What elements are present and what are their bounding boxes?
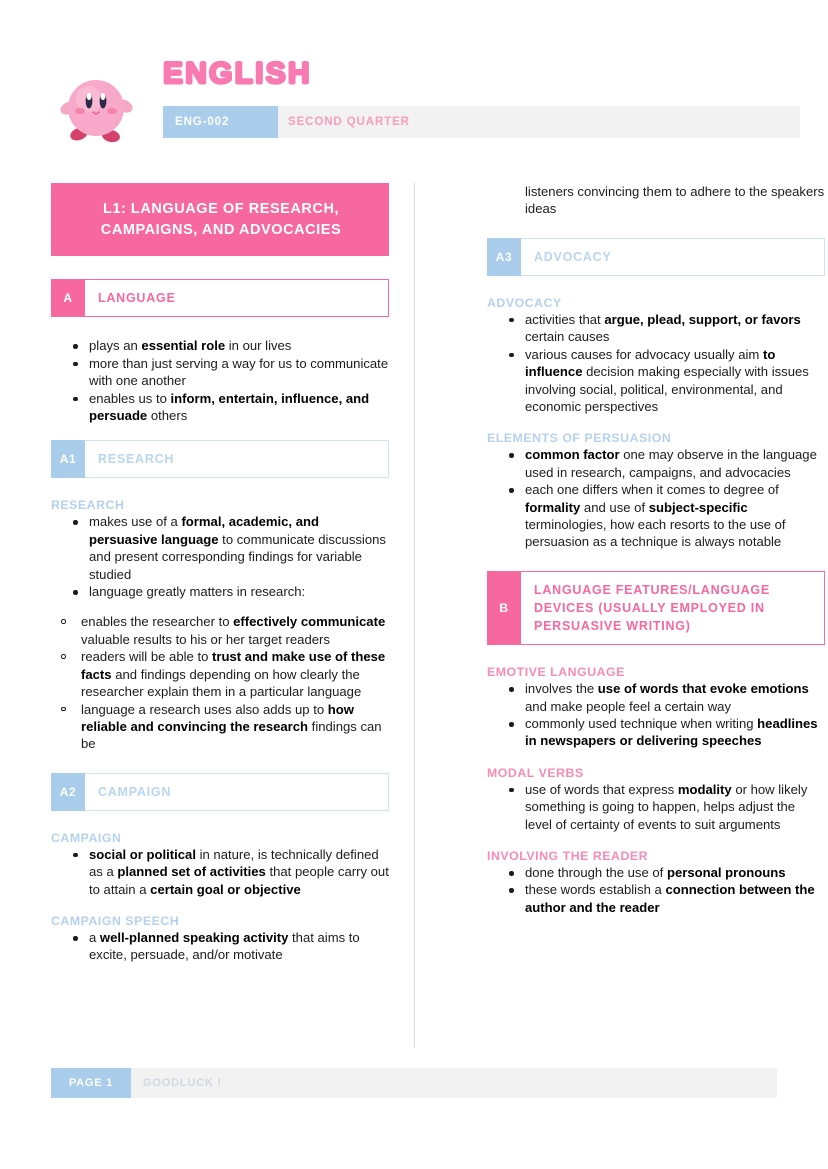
right-column bbox=[487, 183, 825, 932]
list-item: more than just serving a way for us to communicate with one another bbox=[51, 355, 389, 390]
list-item: enables the researcher to effectively communicate valuable results to his or her target readers bbox=[51, 613, 389, 648]
left-column bbox=[51, 183, 389, 980]
section-title-language-features: LANGUAGE FEATURES/LANGUAGE DEVICES (USUALLY EMPLOYED IN PERSUASIVE WRITING) bbox=[521, 571, 825, 645]
subheading-research: RESEARCH bbox=[51, 498, 125, 513]
continuation-text: listeners convincing them to adhere to the speakers ideas bbox=[525, 184, 825, 217]
subheading-campaign: CAMPAIGN bbox=[51, 830, 122, 845]
course-code-badge: ENG-002 bbox=[163, 106, 278, 138]
elements-bullet-list bbox=[487, 446, 825, 550]
list-item: done through the use of personal pronouns bbox=[487, 864, 825, 881]
list-item: enables us to inform, entertain, influence, and persuade others bbox=[51, 390, 389, 425]
subheading-elements-of-persuasion: ELEMENTS OF PERSUASION bbox=[487, 431, 672, 446]
section-header-a1 bbox=[51, 440, 389, 478]
list-item: activities that argue, plead, support, or favors certain causes bbox=[487, 311, 825, 346]
list-item: various causes for advocacy usually aim to influence decision making especially with issues involving social, political, environmental, and economic perspectives bbox=[487, 346, 825, 416]
section-title-language: LANGUAGE bbox=[85, 279, 389, 317]
subheading-involving-the-reader: INVOLVING THE READER bbox=[487, 849, 649, 864]
section-letter-b: B bbox=[487, 571, 521, 645]
footer-note: GOODLUCK ! bbox=[143, 1077, 222, 1089]
list-item: makes use of a formal, academic, and persuasive language to communicate discussions and present corresponding findings for variable studied bbox=[51, 513, 389, 583]
page-number-badge: PAGE 1 bbox=[51, 1068, 131, 1098]
list-item: a well-planned speaking activity that aims to excite, persuade, and/or motivate bbox=[51, 929, 389, 964]
subheading-emotive-language: EMOTIVE LANGUAGE bbox=[487, 665, 625, 680]
list-item: language greatly matters in research: bbox=[51, 583, 389, 600]
subheading-modal-verbs: MODAL VERBS bbox=[487, 765, 584, 780]
section-header-a bbox=[51, 279, 389, 317]
section-title-research: RESEARCH bbox=[85, 440, 389, 478]
list-item: commonly used technique when writing headlines in newspapers or delivering speeches bbox=[487, 715, 825, 750]
page-title: ENGLISH bbox=[163, 57, 312, 90]
list-item: common factor one may observe in the language used in research, campaigns, and advocacies bbox=[487, 446, 825, 481]
section-header-a2 bbox=[51, 773, 389, 811]
lesson-banner: L1: LANGUAGE OF RESEARCH, CAMPAIGNS, AND ADVOCACIES bbox=[51, 183, 389, 256]
language-bullet-list bbox=[51, 337, 389, 424]
list-item: social or political in nature, is technically defined as a planned set of activities that people carry out to attain a certain goal or objective bbox=[51, 846, 389, 898]
section-letter-a1: A1 bbox=[51, 440, 85, 478]
list-item: involves the use of words that evoke emotions and make people feel a certain way bbox=[487, 680, 825, 715]
quarter-label: SECOND QUARTER bbox=[288, 116, 410, 128]
section-title-campaign: CAMPAIGN bbox=[85, 773, 389, 811]
list-item: language a research uses also adds up to how reliable and convincing the research findings can be bbox=[51, 701, 389, 753]
research-bullet-list bbox=[51, 513, 389, 600]
list-item: use of words that express modality or how likely something is going to happen, helps adjust the level of certainty of events to suit arguments bbox=[487, 781, 825, 833]
page-header bbox=[0, 0, 828, 175]
advocacy-bullet-list bbox=[487, 311, 825, 415]
section-letter-a: A bbox=[51, 279, 85, 317]
campaign-speech-bullet-list bbox=[51, 929, 389, 964]
column-divider bbox=[414, 183, 415, 1048]
list-item: readers will be able to trust and make use of these facts and findings depending on how clearly the researcher explain them in a particular language bbox=[51, 648, 389, 700]
research-sub-bullet-list bbox=[51, 613, 389, 752]
emotive-bullet-list bbox=[487, 680, 825, 750]
involving-reader-bullet-list bbox=[487, 864, 825, 916]
section-header-b bbox=[487, 571, 825, 645]
section-letter-a2: A2 bbox=[51, 773, 85, 811]
subheading-campaign-speech: CAMPAIGN SPEECH bbox=[51, 914, 180, 929]
section-letter-a3: A3 bbox=[487, 238, 521, 276]
page-footer bbox=[51, 1068, 777, 1098]
list-item: these words establish a connection between the author and the reader bbox=[487, 881, 825, 916]
list-item: plays an essential role in our lives bbox=[51, 337, 389, 354]
kirby-mascot-icon bbox=[59, 72, 133, 144]
subheading-advocacy: ADVOCACY bbox=[487, 295, 562, 310]
campaign-bullet-list bbox=[51, 846, 389, 898]
section-header-a3 bbox=[487, 238, 825, 276]
section-title-advocacy: ADVOCACY bbox=[521, 238, 825, 276]
list-item: each one differs when it comes to degree of formality and use of subject-specific terminologies, how each resorts to the use of persuasion as a technique is always notable bbox=[487, 481, 825, 551]
modal-verbs-bullet-list bbox=[487, 781, 825, 833]
header-meta-bar bbox=[163, 106, 800, 138]
